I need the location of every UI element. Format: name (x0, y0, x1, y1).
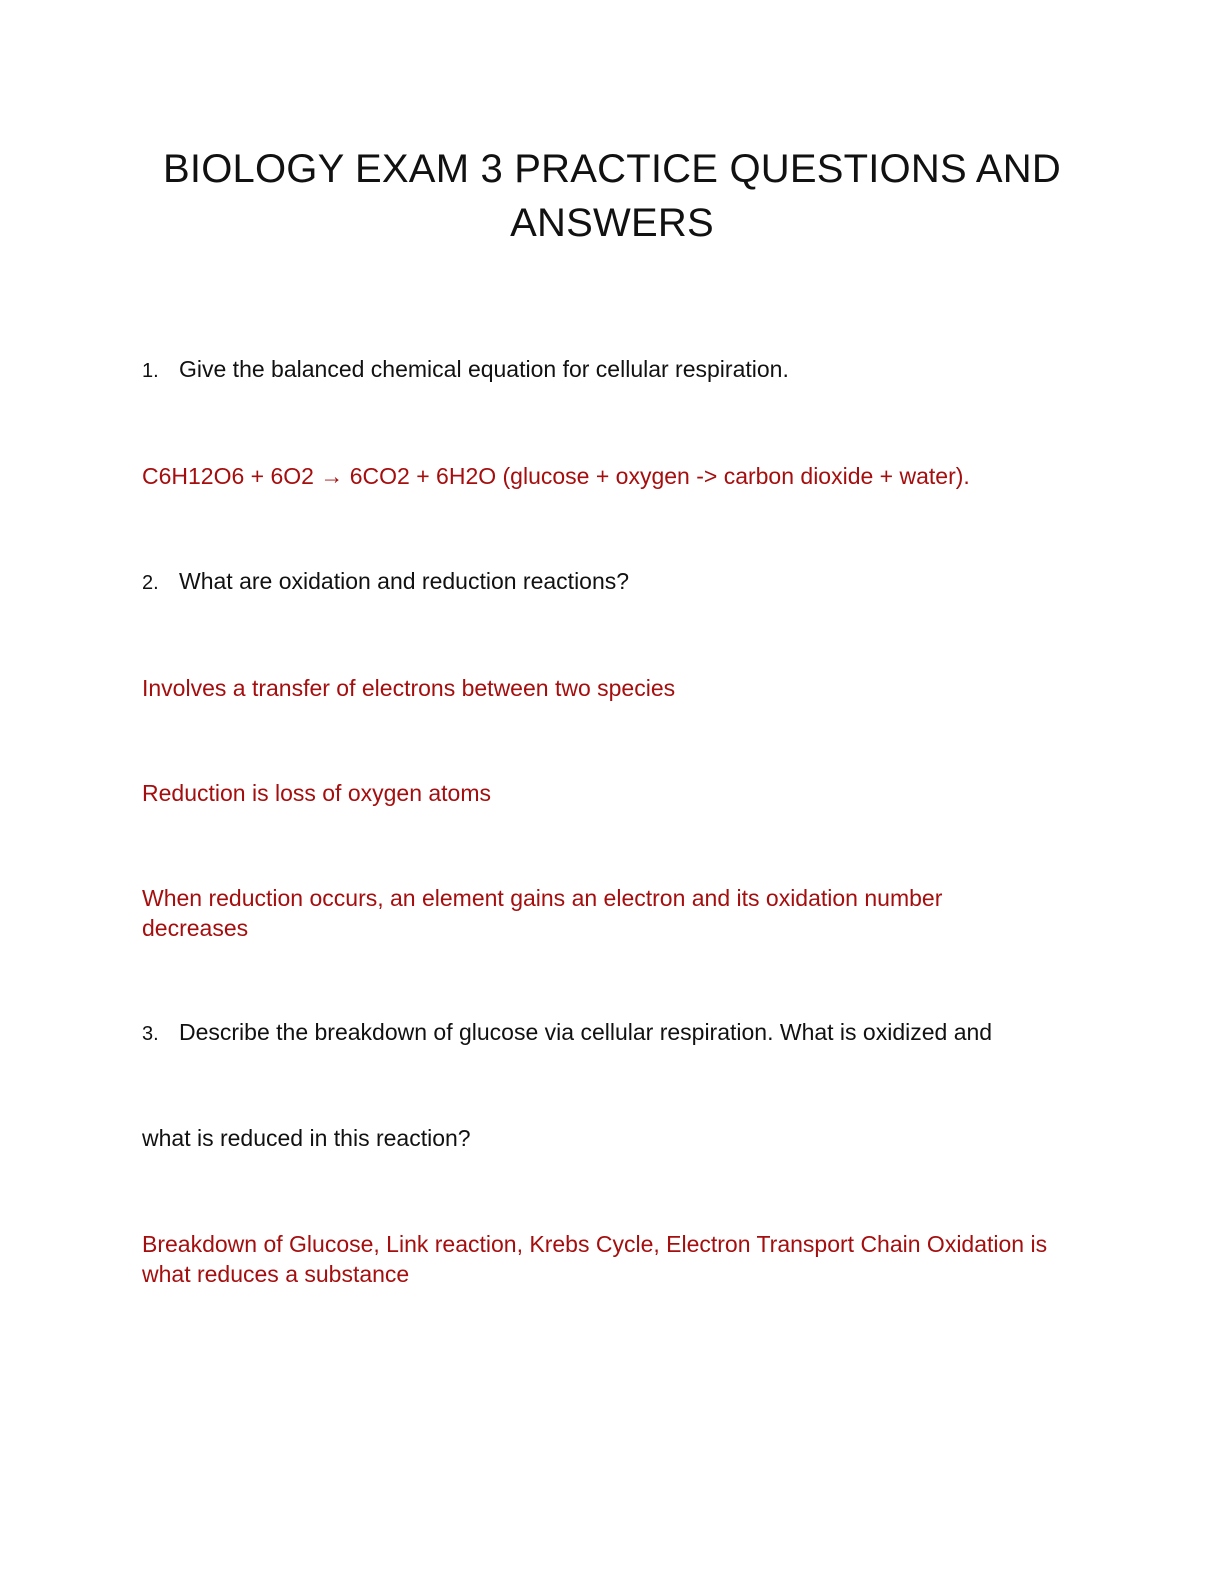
question-3 (142, 1017, 1082, 1049)
question-1-text: Give the balanced chemical equation for cellular respiration. (179, 356, 789, 382)
question-2 (142, 566, 1082, 598)
answer-1: C6H12O6 + 6O2 → 6CO2 + 6H2O (glucose + oxygen -> carbon dioxide + water). (142, 463, 970, 489)
answer-3: Breakdown of Glucose, Link reaction, Krebs Cycle, Electron Transport Chain Oxidation is what reduces a substance (142, 1231, 1048, 1287)
question-3-continued: what is reduced in this reaction? (142, 1125, 471, 1151)
question-2-text: What are oxidation and reduction reactions? (179, 568, 630, 594)
question-1 (142, 354, 1082, 386)
question-1-number: 1. (142, 360, 159, 382)
answer-2-line-1: Involves a transfer of electrons between two species (142, 675, 676, 701)
page-title: BIOLOGY EXAM 3 PRACTICE QUESTIONS AND ANSWERS (163, 147, 1061, 245)
question-3-number: 3. (142, 1023, 159, 1045)
question-3-text: Describe the breakdown of glucose via cellular respiration. What is oxidized and (179, 1019, 993, 1045)
answer-2-line-3: When reduction occurs, an element gains an electron and its oxidation number decreases (142, 885, 943, 941)
question-2-number: 2. (142, 572, 159, 594)
answer-2-line-2: Reduction is loss of oxygen atoms (142, 780, 492, 806)
